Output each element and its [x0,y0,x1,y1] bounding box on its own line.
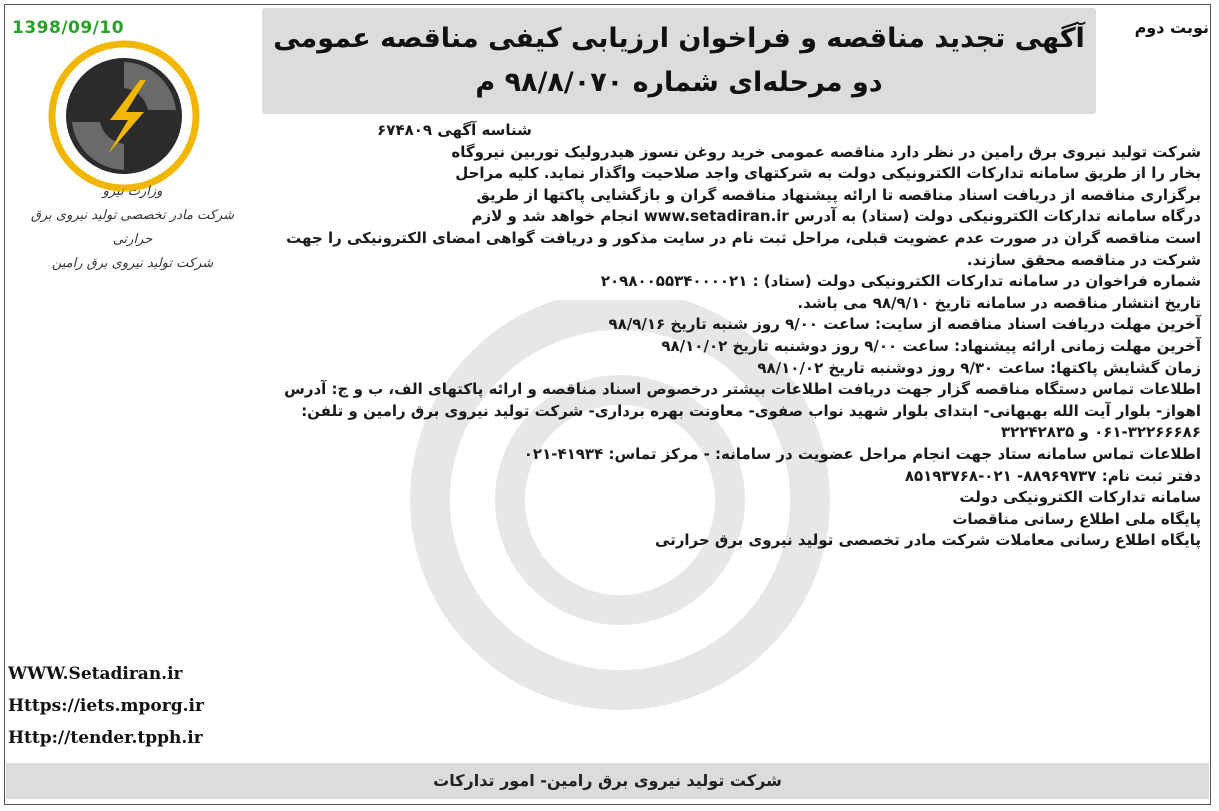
ad-id: شناسه آگهی ۶۷۴۸۰۹ [377,121,532,139]
portal-name: سامانه تدارکات الکترونیکی دولت [959,488,1201,507]
paragraph-text: درگاه سامانه تدارکات الکترونیکی دولت (ستاد) به آدرس [794,207,1201,226]
signature-line-3: شرکت تولید نیروی برق رامین [51,256,214,271]
paragraph-line [258,206,1201,228]
paragraph-line: بخار را از طریق سامانه تدارکات الکترونیکی دولت به شرکتهای واجد صلاحیت واگذار نماید. کلیه مراحل [455,164,1201,183]
paragraph-line: شرکت تولید نیروی برق رامین در نظر دارد مناقصه عمومی خرید روغن نسوز هیدرولیک توربین نیروگاه [451,142,1201,161]
setadiran-link[interactable]: www.setadiran.ir [643,207,789,226]
paragraph-line: است مناقصه گران در صورت عدم عضویت قبلی، مراحل ثبت نام در سایت مذکور و دریافت گواهی امضای الکترونیکی را جهت [286,228,1201,247]
registration-office: دفتر ثبت نام: ۸۸۹۶۹۷۳۷- ۰۲۱-۸۵۱۹۳۷۶۸ [904,466,1201,485]
bid-deadline: آخرین مهلت زمانی ارائه پیشنهاد: ساعت ۹/۰۰ روز دوشنبه تاریخ ۹۸/۱۰/۰۲ [661,336,1201,355]
portal-name: پایگاه ملی اطلاع رسانی مناقصات [952,509,1201,528]
date-stamp: 1398/09/10 [12,18,125,38]
docs-deadline: آخرین مهلت دریافت اسناد مناقصه از سایت: ساعت ۹/۰۰ روز شنبه تاریخ ۹۸/۹/۱۶ [608,315,1201,334]
portal-url-link[interactable]: Https://iets.mporg.ir [8,696,204,716]
title-line-1: آگهی تجدید مناقصه و فراخوان ارزیابی کیفی مناقصه عمومی [273,23,1085,54]
portal-name: پایگاه اطلاع رسانی معاملات شرکت مادر تخصصی تولید نیروی برق حرارتی [654,531,1201,550]
contact-line: اهواز- بلوار آیت الله بهبهانی- ابتدای بلوار شهید نواب صفوی- معاونت بهره برداری- شرکت تولید نیروی برق رامین و تلفن: [301,401,1201,420]
advertisement-body [8,120,1201,552]
title-box [262,8,1096,114]
paragraph-text: انجام خواهد شد و لازم [471,207,639,226]
portal-url-link[interactable]: Http://tender.tpph.ir [8,728,203,748]
signature-line-2: شرکت مادر تخصصی تولید نیروی برق حرارتی [30,208,235,247]
round-label: نوبت دوم [1134,18,1209,37]
publish-date: تاریخ انتشار مناقصه در سامانه تاریخ ۹۸/۹/۱۰ می باشد. [797,293,1201,312]
setad-contact: اطلاعات تماس سامانه ستاد جهت انجام مراحل عضویت در سامانه: - مرکز تماس: ۴۱۹۳۴-۰۲۱ [523,444,1201,463]
paragraph-line: شرکت در مناقصه محقق سازند. [966,250,1201,269]
signature-line-1: وزارت نیرو [102,184,163,199]
paragraph-line: برگزاری مناقصه از دریافت اسناد مناقصه تا ارائه پیشنهاد مناقصه گران و بازگشایی پاکتها از طریق [476,185,1201,204]
portal-urls [8,658,258,754]
opening-time: زمان گشایش پاکتها: ساعت ۹/۳۰ روز دوشنبه تاریخ ۹۸/۱۰/۰۲ [757,358,1201,377]
tender-number: شماره فراخوان در سامانه تدارکات الکترونیکی دولت (ستاد) : ۲۰۹۸۰۰۵۵۳۴۰۰۰۰۲۱ [600,272,1201,291]
portal-url-link[interactable]: WWW.Setadiran.ir [8,664,183,684]
contact-phones: ۰۶۱-۳۲۲۶۶۶۸۶ و ۳۲۲۴۲۸۳۵ [1001,423,1201,442]
footer-bar: شرکت تولید نیروی برق رامین- امور تدارکات [6,763,1209,799]
contact-line: اطلاعات تماس دستگاه مناقصه گزار جهت دریافت اطلاعات بیشتر درخصوص اسناد مناقصه و ارائه پاکتهای الف، ب و ج: آدرس [284,380,1201,399]
title-line-2: دو مرحله‌ای شماره ۹۸/۸/۰۷۰ م [475,67,883,98]
